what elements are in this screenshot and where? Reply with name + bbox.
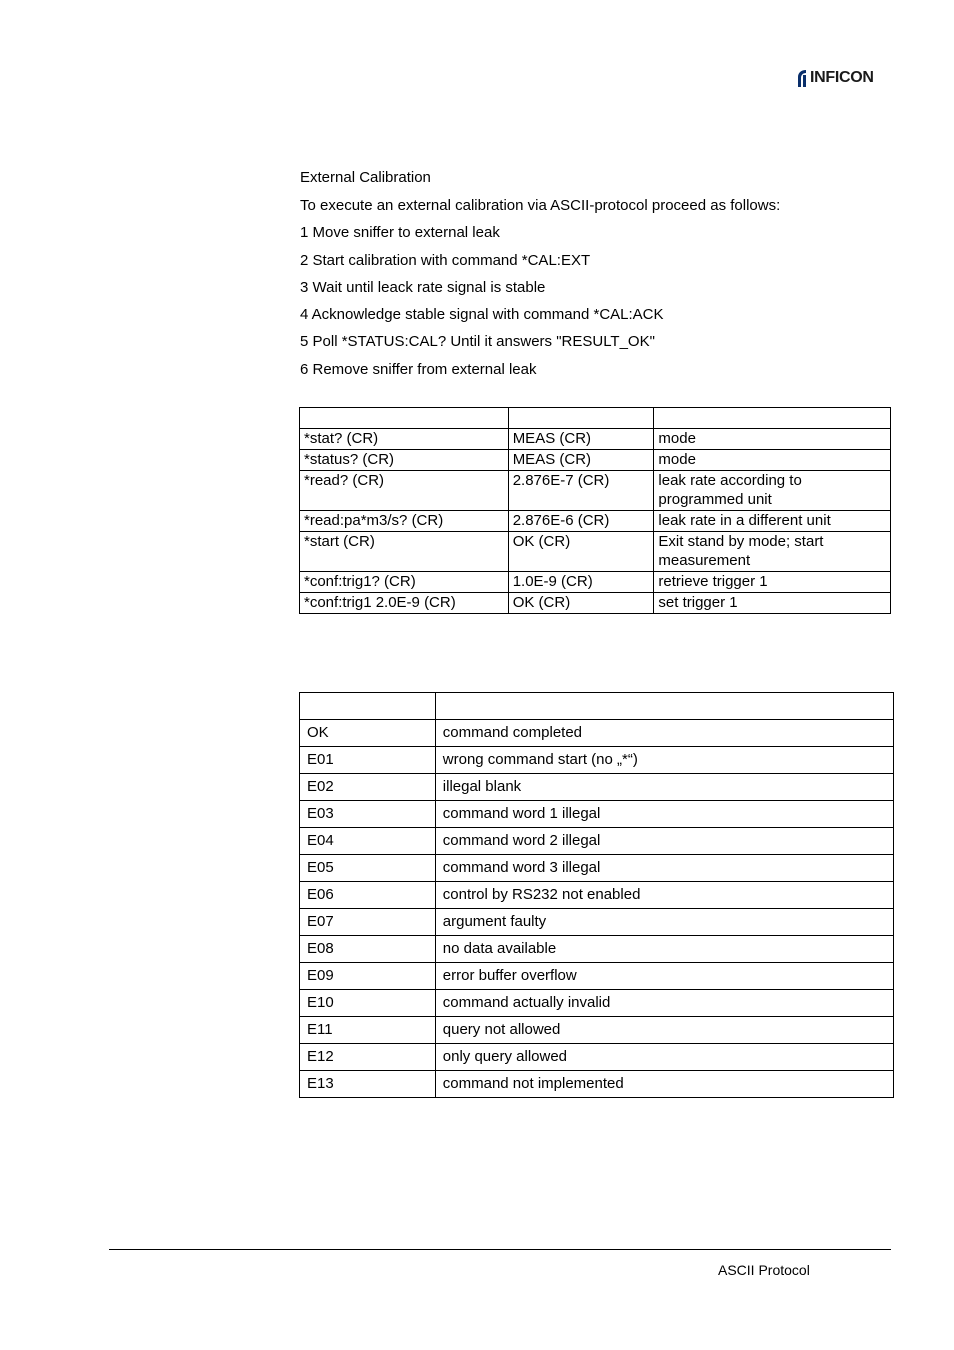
response-cell: OK (CR) [508, 532, 654, 572]
section-heading: External Calibration [300, 169, 431, 186]
response-cell: MEAS (CR) [508, 450, 654, 471]
meaning-cell: command word 1 illegal [435, 801, 893, 828]
command-cell: *start (CR) [300, 532, 509, 572]
command-example-table [299, 407, 891, 614]
code-cell: E01 [300, 747, 436, 774]
header-cell [300, 408, 509, 429]
meaning-cell: wrong command start (no „*“) [435, 747, 893, 774]
table-row [300, 774, 894, 801]
code-cell: E12 [300, 1044, 436, 1071]
meaning-cell: command word 3 illegal [435, 855, 893, 882]
response-cell: MEAS (CR) [508, 429, 654, 450]
footer-section-title: ASCII Protocol [718, 1262, 810, 1278]
table-row [300, 532, 891, 572]
table-header-row [300, 408, 891, 429]
table-row [300, 511, 891, 532]
code-cell: OK [300, 720, 436, 747]
error-code-table [299, 692, 894, 1098]
inficon-logo [795, 67, 874, 89]
description-cell: set trigger 1 [654, 593, 891, 614]
step-line: 2 Start calibration with command *CAL:EXT [300, 251, 591, 269]
table-row [300, 1017, 894, 1044]
header-cell [435, 693, 893, 720]
meaning-cell: error buffer overflow [435, 963, 893, 990]
description-cell: Exit stand by mode; start measurement [654, 532, 891, 572]
response-cell: 1.0E-9 (CR) [508, 572, 654, 593]
response-cell: OK (CR) [508, 593, 654, 614]
code-cell: E03 [300, 801, 436, 828]
code-cell: E06 [300, 882, 436, 909]
table-header-row [300, 693, 894, 720]
table-row [300, 471, 891, 511]
table-row [300, 572, 891, 593]
table-row [300, 747, 894, 774]
table-row [300, 1071, 894, 1098]
meaning-cell: only query allowed [435, 1044, 893, 1071]
header-cell [300, 693, 436, 720]
meaning-cell: argument faulty [435, 909, 893, 936]
table-row [300, 720, 894, 747]
table-row [300, 963, 894, 990]
footer-divider [109, 1249, 891, 1250]
step-line: 6 Remove sniffer from external leak [300, 360, 537, 378]
lead-paragraph: To execute an external calibration via ASCII-protocol proceed as follows: [300, 197, 781, 214]
code-cell: E10 [300, 990, 436, 1017]
code-cell: E09 [300, 963, 436, 990]
table-row [300, 855, 894, 882]
response-cell: 2.876E-7 (CR) [508, 471, 654, 511]
meaning-cell: command completed [435, 720, 893, 747]
code-cell: E05 [300, 855, 436, 882]
table-row [300, 909, 894, 936]
inficon-logo-icon [795, 68, 809, 88]
table-row [300, 593, 891, 614]
table-row [300, 1044, 894, 1071]
meaning-cell: command actually invalid [435, 990, 893, 1017]
response-cell: 2.876E-6 (CR) [508, 511, 654, 532]
meaning-cell: query not allowed [435, 1017, 893, 1044]
code-cell: E11 [300, 1017, 436, 1044]
calibration-instructions [300, 168, 900, 387]
code-cell: E07 [300, 909, 436, 936]
table-row [300, 882, 894, 909]
table-row [300, 429, 891, 450]
description-cell: mode [654, 450, 891, 471]
command-cell: *read:pa*m3/s? (CR) [300, 511, 509, 532]
command-cell: *status? (CR) [300, 450, 509, 471]
meaning-cell: illegal blank [435, 774, 893, 801]
brand-name: INFICON [810, 69, 874, 86]
code-cell: E08 [300, 936, 436, 963]
meaning-cell: control by RS232 not enabled [435, 882, 893, 909]
header-cell [508, 408, 654, 429]
table-row [300, 801, 894, 828]
step-line: 1 Move sniffer to external leak [300, 224, 500, 242]
description-cell: retrieve trigger 1 [654, 572, 891, 593]
command-cell: *conf:trig1 2.0E-9 (CR) [300, 593, 509, 614]
table-row [300, 828, 894, 855]
step-line: 3 Wait until leack rate signal is stable [300, 278, 546, 296]
step-line: 4 Acknowledge stable signal with command *CAL:ACK [300, 306, 664, 324]
command-cell: *stat? (CR) [300, 429, 509, 450]
code-cell: E13 [300, 1071, 436, 1098]
description-cell: leak rate according to programmed unit [654, 471, 891, 511]
table-row [300, 450, 891, 471]
step-line: 5 Poll *STATUS:CAL? Until it answers "RESULT_OK" [300, 333, 655, 351]
meaning-cell: command not implemented [435, 1071, 893, 1098]
command-cell: *conf:trig1? (CR) [300, 572, 509, 593]
header-cell [654, 408, 891, 429]
description-cell: leak rate in a different unit [654, 511, 891, 532]
table-row [300, 936, 894, 963]
table-row [300, 990, 894, 1017]
meaning-cell: command word 2 illegal [435, 828, 893, 855]
code-cell: E04 [300, 828, 436, 855]
meaning-cell: no data available [435, 936, 893, 963]
code-cell: E02 [300, 774, 436, 801]
command-cell: *read? (CR) [300, 471, 509, 511]
description-cell: mode [654, 429, 891, 450]
